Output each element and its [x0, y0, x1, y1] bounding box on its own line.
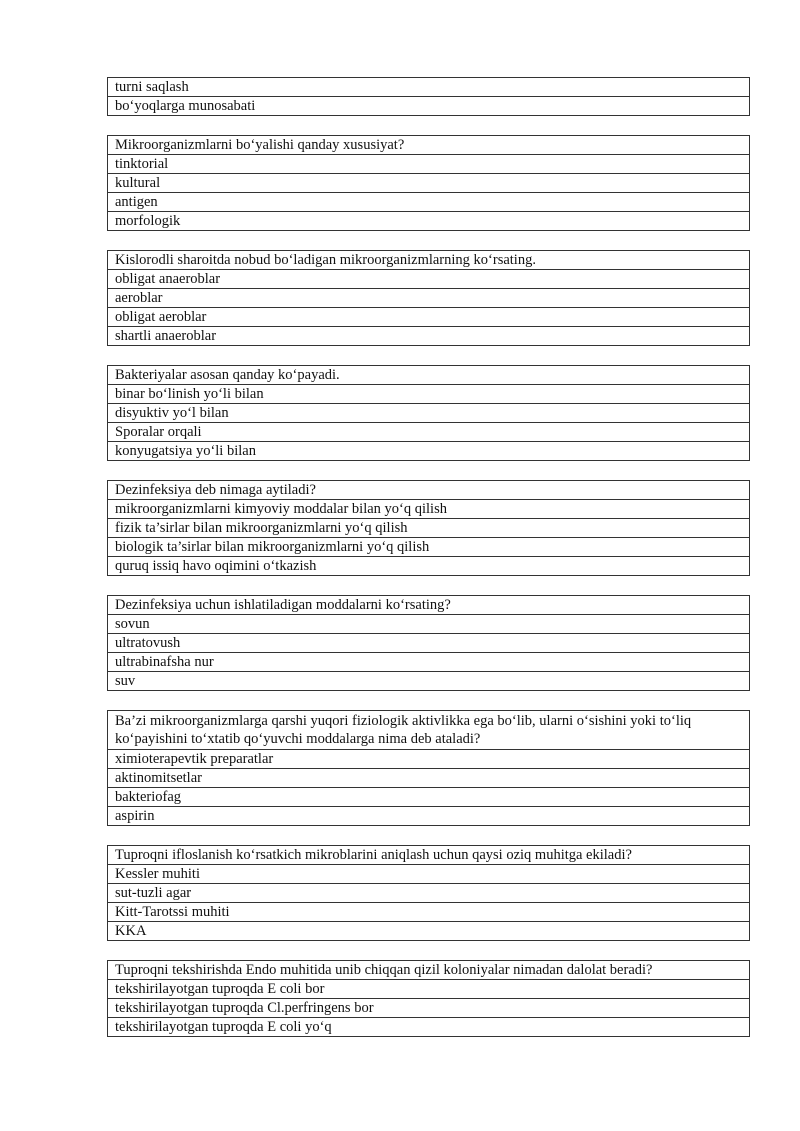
table-row: [108, 634, 750, 653]
table-row: [108, 327, 750, 346]
table-row: [108, 289, 750, 308]
question-cell: Ba’zi mikroorganizmlarga qarshi yuqori fiziologik aktivlikka ega bo‘lib, ularni o‘sishini yoki to‘liq ko‘payishini to‘xtatib qo‘yuvchi moddalarga nima deb ataladi?: [108, 711, 750, 750]
table-row: [108, 538, 750, 557]
table-row: [108, 1018, 750, 1037]
table-row: [108, 136, 750, 155]
option-cell: mikroorganizmlarni kimyoviy moddalar bilan yo‘q qilish: [108, 500, 750, 519]
option-cell: kultural: [108, 174, 750, 193]
table-row: [108, 865, 750, 884]
table-row: [108, 78, 750, 97]
option-cell: shartli anaeroblar: [108, 327, 750, 346]
table-row: [108, 922, 750, 941]
option-cell: antigen: [108, 193, 750, 212]
table-row: [108, 251, 750, 270]
option-cell: aktinomitsetlar: [108, 769, 750, 788]
question-table-1: [107, 135, 750, 231]
table-row: [108, 980, 750, 999]
option-cell: obligat aeroblar: [108, 308, 750, 327]
table-row: [108, 653, 750, 672]
table-row: [108, 423, 750, 442]
table-row: [108, 769, 750, 788]
question-table-7: [107, 845, 750, 941]
option-cell: tekshirilayotgan tuproqda E coli bor: [108, 980, 750, 999]
option-cell: sovun: [108, 615, 750, 634]
option-cell: quruq issiq havo oqimini o‘tkazish: [108, 557, 750, 576]
option-cell: tekshirilayotgan tuproqda Cl.perfringens bor: [108, 999, 750, 1018]
table-row: [108, 97, 750, 116]
table-row: [108, 711, 750, 750]
option-cell: tinktorial: [108, 155, 750, 174]
table-row: [108, 193, 750, 212]
option-cell: aeroblar: [108, 289, 750, 308]
option-cell: KKA: [108, 922, 750, 941]
question-cell: Dezinfeksiya deb nimaga aytiladi?: [108, 481, 750, 500]
question-cell: Mikroorganizmlarni bo‘yalishi qanday xususiyat?: [108, 136, 750, 155]
question-table-3: [107, 365, 750, 461]
table-row: [108, 846, 750, 865]
question-cell: Bakteriyalar asosan qanday ko‘payadi.: [108, 366, 750, 385]
table-row: [108, 270, 750, 289]
table-row: [108, 366, 750, 385]
table-row: [108, 961, 750, 980]
option-cell: fizik ta’sirlar bilan mikroorganizmlarni yo‘q qilish: [108, 519, 750, 538]
question-table-4: [107, 480, 750, 576]
table-row: [108, 481, 750, 500]
table-row: [108, 442, 750, 461]
table-row: [108, 385, 750, 404]
question-table-8: [107, 960, 750, 1037]
option-cell: sut-tuzli agar: [108, 884, 750, 903]
option-cell: turni saqlash: [108, 78, 750, 97]
option-cell: morfologik: [108, 212, 750, 231]
question-cell: Kislorodli sharoitda nobud bo‘ladigan mikroorganizmlarning ko‘rsating.: [108, 251, 750, 270]
question-cell: Tuproqni ifloslanish ko‘rsatkich mikroblarini aniqlash uchun qaysi oziq muhitga ekiladi?: [108, 846, 750, 865]
table-row: [108, 212, 750, 231]
table-row: [108, 807, 750, 826]
option-cell: aspirin: [108, 807, 750, 826]
table-row: [108, 596, 750, 615]
option-cell: ximioterapevtik preparatlar: [108, 750, 750, 769]
question-table-6: [107, 710, 750, 826]
option-cell: obligat anaeroblar: [108, 270, 750, 289]
table-row: [108, 308, 750, 327]
table-row: [108, 155, 750, 174]
option-cell: Kessler muhiti: [108, 865, 750, 884]
option-cell: tekshirilayotgan tuproqda E coli yo‘q: [108, 1018, 750, 1037]
option-cell: bakteriofag: [108, 788, 750, 807]
table-row: [108, 174, 750, 193]
option-cell: konyugatsiya yo‘li bilan: [108, 442, 750, 461]
table-row: [108, 750, 750, 769]
answer-table-continued: [107, 77, 750, 116]
table-row: [108, 672, 750, 691]
option-cell: bo‘yoqlarga munosabati: [108, 97, 750, 116]
question-cell: Dezinfeksiya uchun ishlatiladigan moddalarni ko‘rsating?: [108, 596, 750, 615]
option-cell: ultrabinafsha nur: [108, 653, 750, 672]
table-row: [108, 519, 750, 538]
option-cell: disyuktiv yo‘l bilan: [108, 404, 750, 423]
table-row: [108, 999, 750, 1018]
option-cell: biologik ta’sirlar bilan mikroorganizmlarni yo‘q qilish: [108, 538, 750, 557]
question-cell: Tuproqni tekshirishda Endo muhitida unib chiqqan qizil koloniyalar nimadan dalolat beradi?: [108, 961, 750, 980]
option-cell: Kitt-Tarotssi muhiti: [108, 903, 750, 922]
option-cell: binar bo‘linish yo‘li bilan: [108, 385, 750, 404]
option-cell: Sporalar orqali: [108, 423, 750, 442]
table-row: [108, 903, 750, 922]
table-row: [108, 500, 750, 519]
question-table-5: [107, 595, 750, 691]
question-table-2: [107, 250, 750, 346]
option-cell: ultratovush: [108, 634, 750, 653]
table-row: [108, 615, 750, 634]
table-row: [108, 557, 750, 576]
table-row: [108, 884, 750, 903]
table-row: [108, 788, 750, 807]
option-cell: suv: [108, 672, 750, 691]
table-row: [108, 404, 750, 423]
